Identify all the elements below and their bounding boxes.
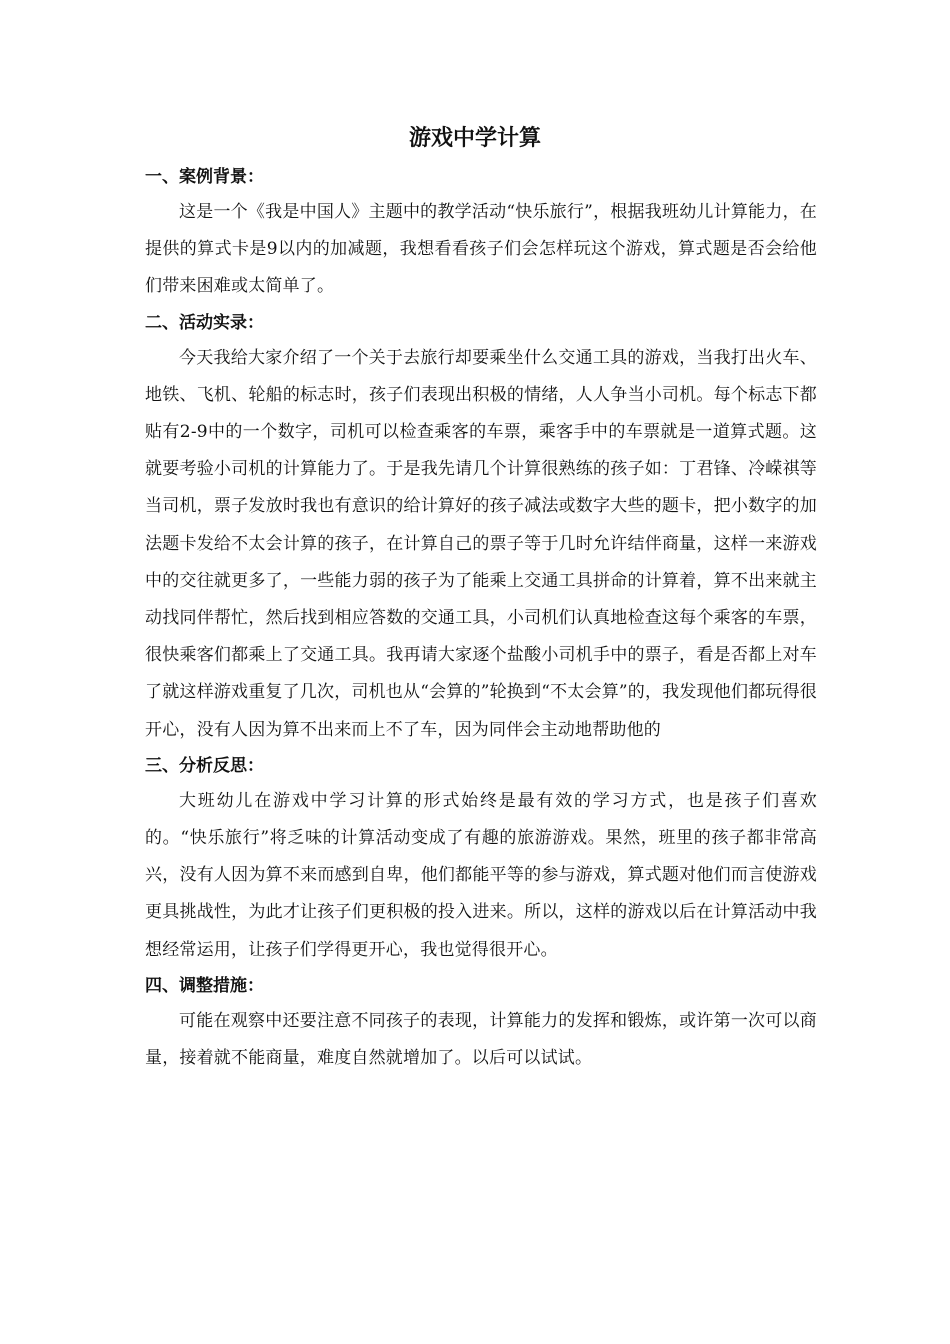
document-title: 游戏中学计算 — [408, 125, 541, 151]
section-paragraph: 可能在观察中还要注意不同孩子的表现，计算能力的发挥和锻炼，或许第一次可以商量，接着就不能商量，难度自然就增加了。以后可以试试。 — [145, 1010, 817, 1069]
section-paragraph: 大班幼儿在游戏中学习计算的形式始终是最有效的学习方式，也是孩子们喜欢的。“快乐旅行”将乏味的计算活动变成了有趣的旅游游戏。果然，班里的孩子都非常高兴，没有人因为算不来而感到自卑，他们都能平等的参与游戏，算式题对他们而言使游戏更具挑战性，为此才让孩子们更积极的投入进来。所以，这样的游戏以后在计算活动中我想经常运用，让孩子们学得更开心，我也觉得很开心。 — [145, 790, 817, 960]
section-heading: 四、调整措施： — [145, 975, 264, 996]
document-body — [145, 160, 817, 1077]
section-analysis-reflection — [145, 749, 817, 969]
section-activity-record — [145, 306, 817, 749]
section-adjustments — [145, 969, 817, 1077]
section-background — [145, 160, 817, 306]
section-heading: 一、案例背景： — [145, 167, 264, 187]
section-heading: 三、分析反思： — [145, 755, 264, 776]
section-paragraph: 这是一个《我是中国人》主题中的教学活动“快乐旅行”，根据我班幼儿计算能力，在提供的算式卡是9以内的加减题，我想看看孩子们会怎样玩这个游戏，算式题是否会给他们带来困难或太简单了。 — [145, 202, 817, 297]
section-paragraph: 今天我给大家介绍了一个关于去旅行却要乘坐什么交通工具的游戏，当我打出火车、地铁、飞机、轮船的标志时，孩子们表现出积极的情绪，人人争当小司机。每个标志下都贴有2-9中的一个数字，司机可以检查乘客的车票，乘客手中的车票就是一道算式题。这就要考验小司机的计算能力了。于是我先请几个计算很熟练的孩子如：丁君锋、冷嵘祺等当司机，票子发放时我也有意识的给计算好的孩子减法或数字大些的题卡，把小数字的加法题卡发给不太会计算的孩子，在计算自己的票子等于几时允许结伴商量，这样一来游戏中的交往就更多了，一些能力弱的孩子为了能乘上交通工具拼命的计算着，算不出来就主动找同伴帮忙，然后找到相应答数的交通工具，小司机们认真地检查这每个乘客的车票，很快乘客们都乘上了交通工具。我再请大家逐个盐酸小司机手中的票子，看是否都上对车了就这样游戏重复了几次，司机也从“会算的”轮换到“不太会算”的，我发现他们都玩得很开心，没有人因为算不出来而上不了车，因为同伴会主动地帮助他的 — [145, 347, 817, 740]
section-heading: 二、活动实录： — [145, 312, 264, 333]
